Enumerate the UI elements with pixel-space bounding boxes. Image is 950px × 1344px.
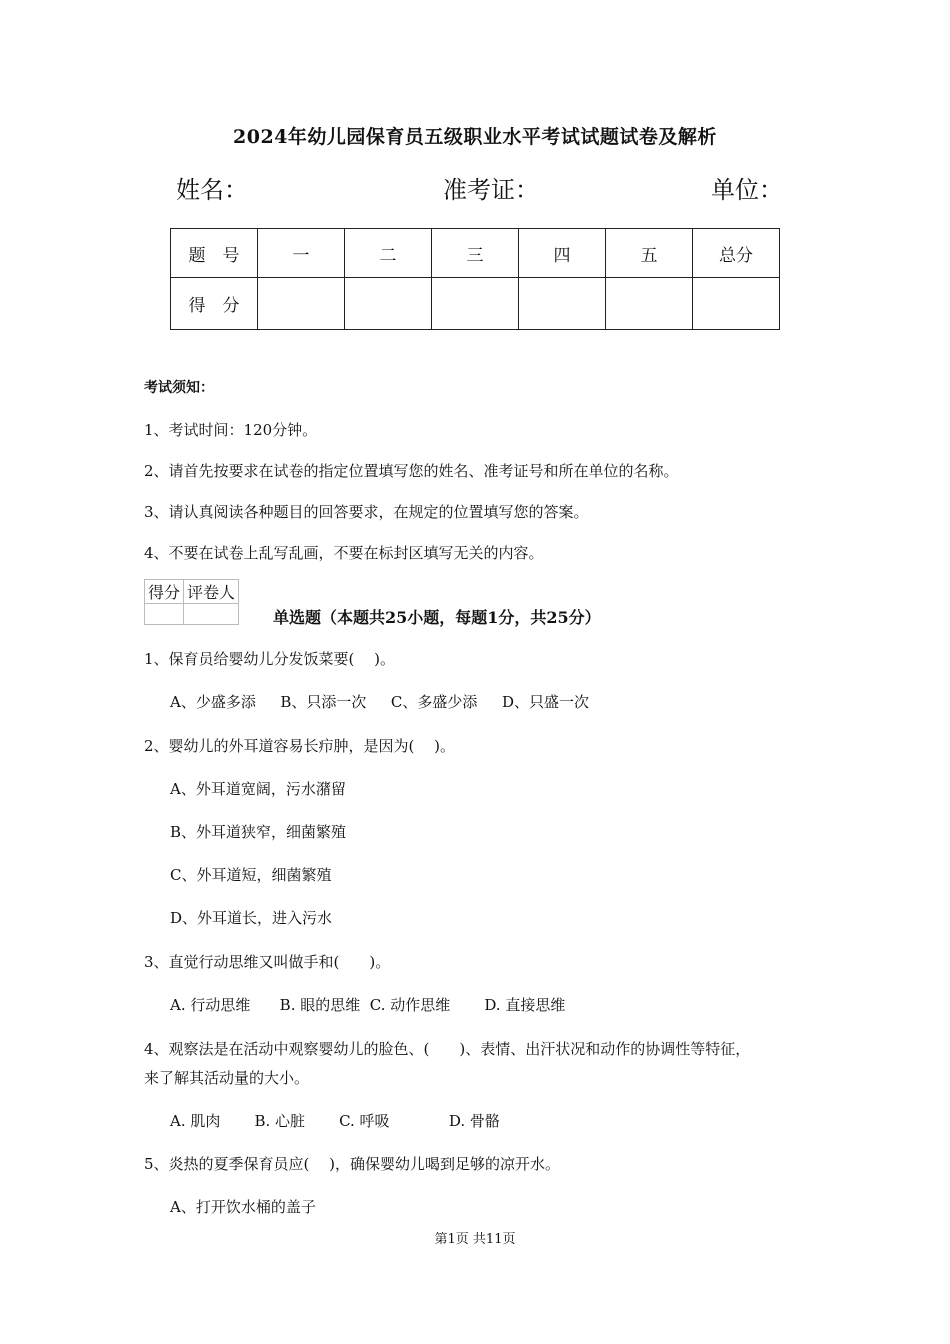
notice-item: 2、请首先按要求在试卷的指定位置填写您的姓名、准考证号和所在单位的名称。 (144, 462, 679, 480)
question-options: A. 肌肉 B. 心脏 C. 呼吸 D. 骨骼 (170, 1112, 500, 1130)
score-cell[interactable] (519, 278, 606, 330)
notice-item: 3、请认真阅读各种题目的回答要求，在规定的位置填写您的答案。 (144, 503, 589, 521)
question-options: A. 行动思维 B. 眼的思维 C. 动作思维 D. 直接思维 (170, 996, 566, 1014)
score-header-cell: 题 号 (171, 229, 258, 278)
score-header-cell: 四 (519, 229, 606, 278)
score-table-header-row (171, 229, 780, 278)
page-title: 2024年幼儿园保育员五级职业水平考试试题试卷及解析 (233, 126, 717, 148)
score-cell[interactable] (693, 278, 780, 330)
section-title: 单选题（本题共25小题，每题1分，共25分） (273, 608, 601, 627)
question-options: A、少盛多添 B、只添一次 C、多盛少添 D、只盛一次 (170, 693, 589, 711)
question-option: A、外耳道宽阔，污水潴留 (170, 780, 346, 798)
score-row-label: 得 分 (171, 278, 258, 330)
page-footer: 第1页 共11页 (434, 1232, 516, 1247)
question-option: C、外耳道短，细菌繁殖 (170, 866, 332, 884)
grader-name-label: 评卷人 (184, 580, 239, 604)
score-table-score-row (171, 278, 780, 330)
grader-score-label: 得分 (145, 580, 184, 604)
question-option: D、外耳道长，进入污水 (170, 909, 333, 927)
score-cell[interactable] (258, 278, 345, 330)
exam-id-label: 准考证： (443, 176, 539, 204)
score-header-cell: 二 (345, 229, 432, 278)
question-option: A、打开饮水桶的盖子 (170, 1198, 316, 1216)
notice-item: 4、不要在试卷上乱写乱画，不要在标封区填写无关的内容。 (144, 544, 544, 562)
grader-name-cell[interactable] (184, 604, 239, 625)
question-stem: 2、婴幼儿的外耳道容易长疖肿，是因为( )。 (144, 737, 456, 755)
score-header-cell: 总分 (693, 229, 780, 278)
grader-score-cell[interactable] (145, 604, 184, 625)
score-header-cell: 一 (258, 229, 345, 278)
score-cell[interactable] (606, 278, 693, 330)
question-stem: 5、炎热的夏季保育员应( )，确保婴幼儿喝到足够的凉开水。 (144, 1155, 561, 1173)
unit-label: 单位： (711, 176, 783, 204)
question-stem-continued: 来了解其活动量的大小。 (144, 1069, 310, 1087)
question-stem: 4、观察法是在活动中观察婴幼儿的脸色、( )、表情、出汗状况和动作的协调性等特征， (144, 1040, 751, 1058)
score-table (170, 228, 780, 330)
question-stem: 1、保育员给婴幼儿分发饭菜要( )。 (144, 650, 396, 668)
score-header-cell: 三 (432, 229, 519, 278)
score-header-cell: 五 (606, 229, 693, 278)
notice-heading: 考试须知： (144, 380, 214, 396)
name-label: 姓名： (176, 176, 248, 204)
question-option: B、外耳道狭窄，细菌繁殖 (170, 823, 347, 841)
score-cell[interactable] (432, 278, 519, 330)
score-cell[interactable] (345, 278, 432, 330)
question-stem: 3、直觉行动思维又叫做手和( )。 (144, 953, 391, 971)
grader-table (144, 579, 239, 625)
notice-item: 1、考试时间：120分钟。 (144, 421, 318, 439)
